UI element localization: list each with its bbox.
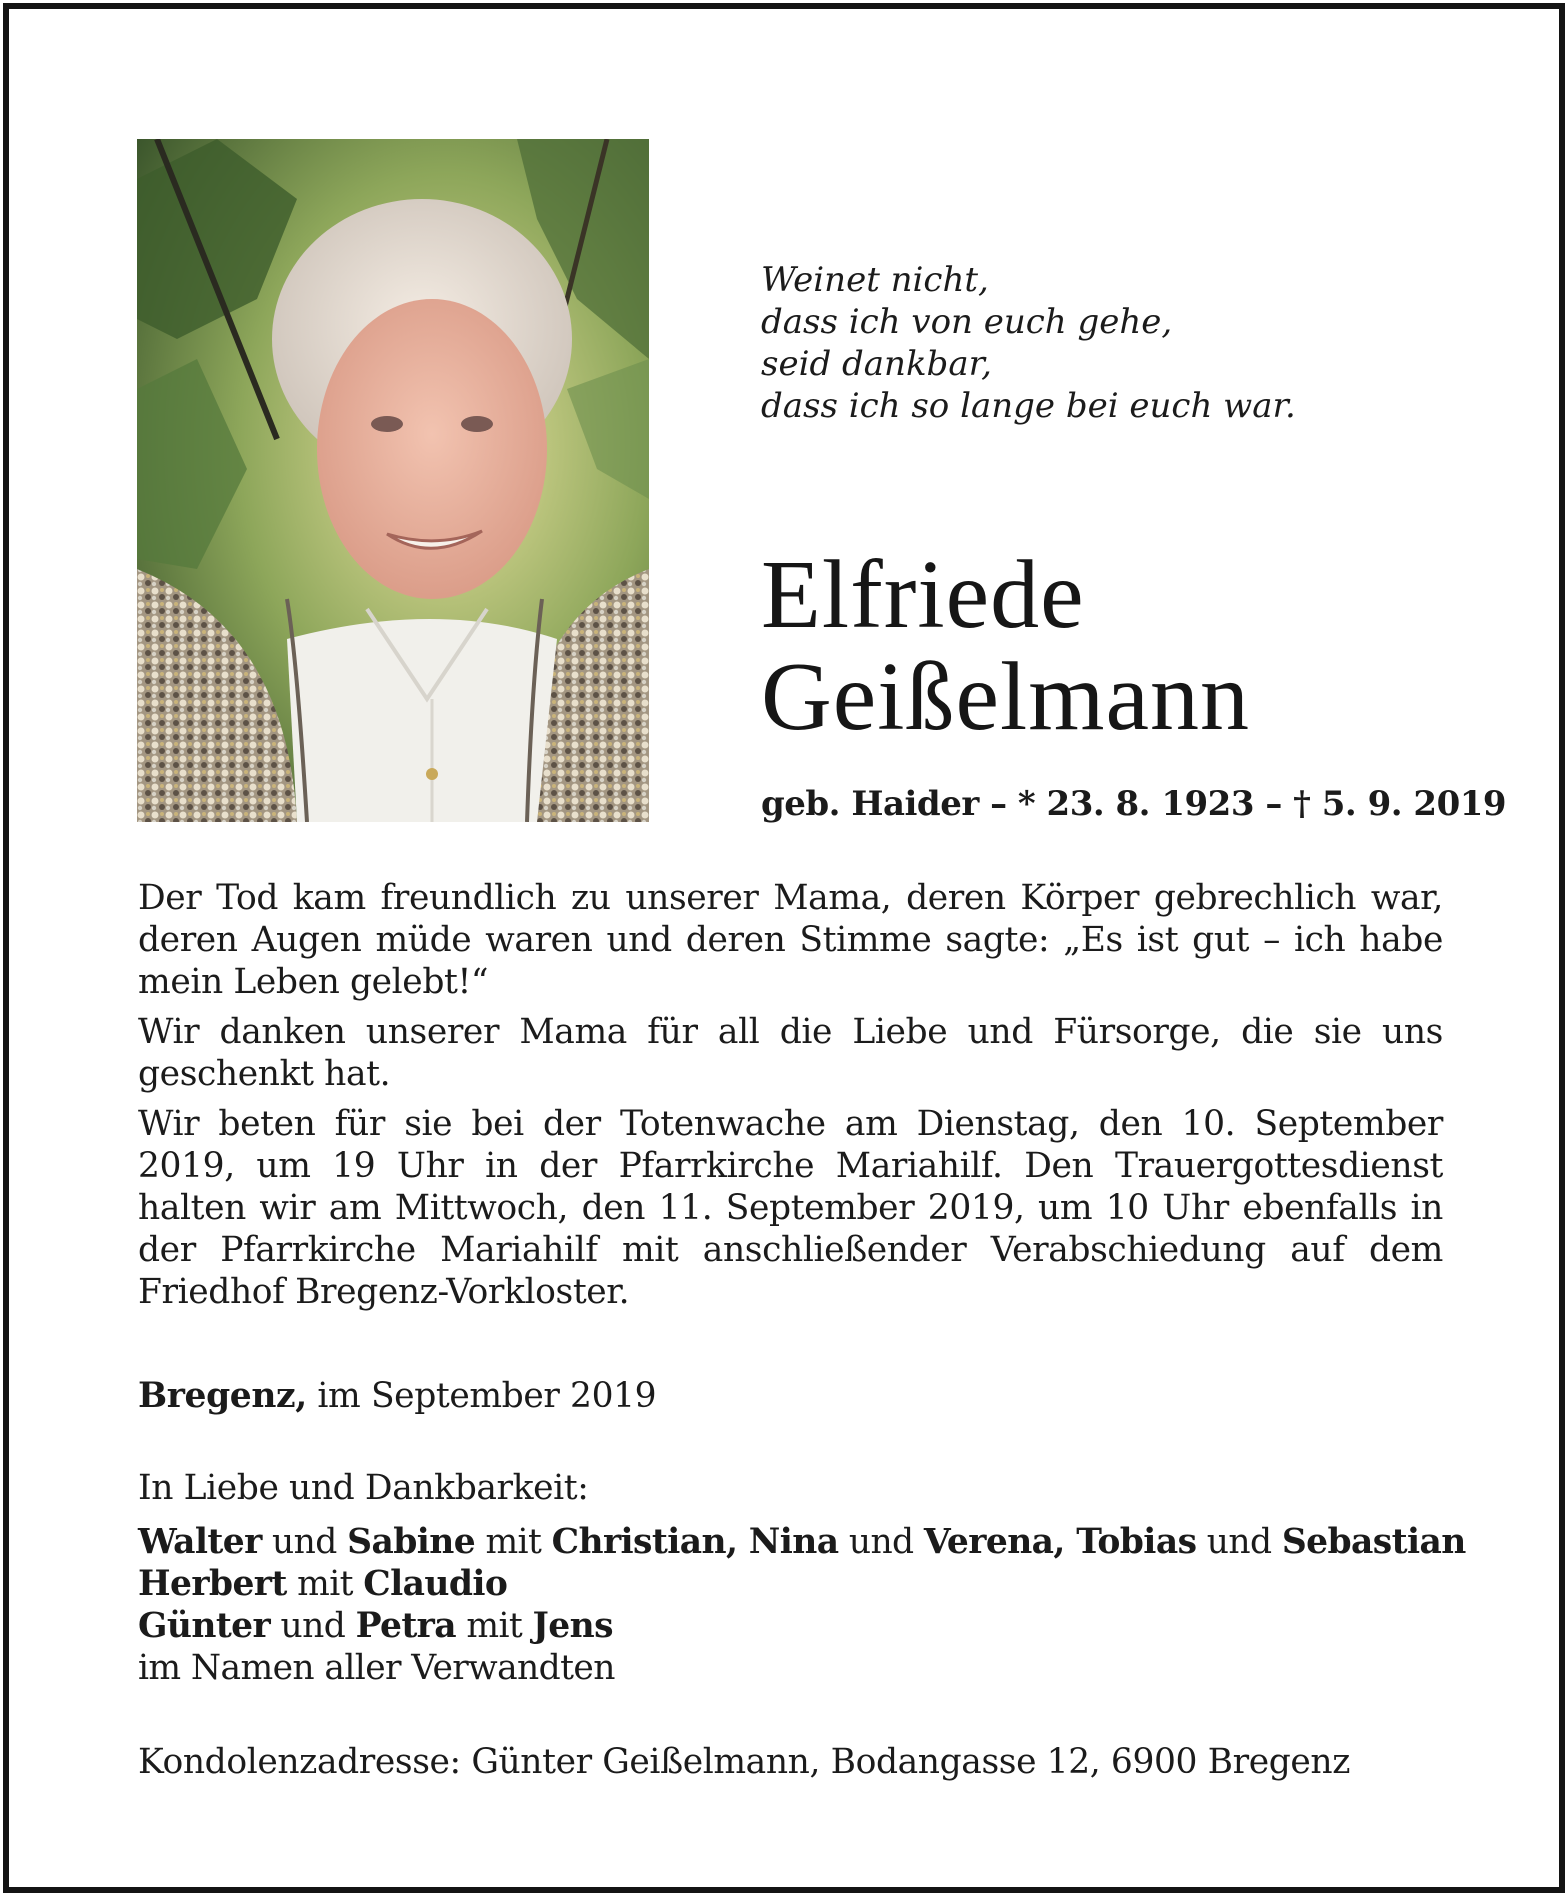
family-member-name: Petra <box>355 1606 456 1646</box>
poem-line: dass ich von euch gehe, <box>761 302 1173 342</box>
family-connector: mit <box>286 1564 364 1604</box>
life-dates: geb. Haider – * 23. 8. 1923 – † 5. 9. 2019 <box>761 784 1507 824</box>
portrait-photo <box>137 139 649 822</box>
family-line <box>138 1563 1466 1605</box>
family-member-name: Herbert <box>138 1564 287 1604</box>
poem <box>761 259 1296 427</box>
portrait-image <box>137 139 649 822</box>
family-member-name: Günter <box>138 1606 271 1646</box>
family-connector: mit <box>475 1522 552 1562</box>
place-date <box>138 1375 656 1417</box>
place-city: Bregenz, <box>138 1376 307 1416</box>
poem-line: seid dankbar, <box>761 344 992 384</box>
condolence-address: Kondolenzadresse: Günter Geißelmann, Bodangasse 12, 6900 Bregenz <box>138 1742 1351 1782</box>
obituary-frame <box>3 3 1565 1893</box>
family-member-name: Christian, Nina <box>551 1522 839 1562</box>
family-member-name: Verena, Tobias <box>923 1522 1197 1562</box>
family-member-name: Sabine <box>347 1522 476 1562</box>
family-list <box>138 1521 1466 1689</box>
family-connector: mit <box>456 1606 533 1646</box>
family-connector: und <box>261 1522 348 1562</box>
poem-line: Weinet nicht, <box>761 260 989 300</box>
place-rest: im September 2019 <box>306 1376 657 1416</box>
family-connector: und <box>1196 1522 1282 1562</box>
paragraph: Der Tod kam freundlich zu unserer Mama, deren Körper gebrechlich war, deren Augen müde waren und deren Stimme sagte: „Es ist gut – ich habe mein Leben gelebt!“ <box>138 878 1443 1002</box>
family-member-name: Walter <box>138 1522 262 1562</box>
family-member-name: Sebastian <box>1281 1522 1466 1562</box>
family-line-relatives: im Namen aller Verwandten <box>138 1648 615 1688</box>
paragraph: Wir danken unserer Mama für all die Liebe und Fürsorge, die sie uns geschenkt hat. <box>138 1012 1443 1094</box>
family-line <box>138 1605 1466 1647</box>
obituary-text <box>138 877 1443 1321</box>
love-line: In Liebe und Dankbarkeit: <box>138 1468 589 1508</box>
first-name: Elfriede <box>761 541 1085 649</box>
last-name: Geißelmann <box>761 643 1250 751</box>
paragraph: Wir beten für sie bei der Totenwache am Dienstag, den 10. September 2019, um 19 Uhr in der Pfarrkirche Mariahilf. Den Trauergottesdienst halten wir am Mittwoch, den 11. September 2019, um 10 Uhr ebenfalls in der Pfarrkirche Mariahilf mit anschließender Verabschiedung auf dem Friedhof Bregenz-Vorkloster. <box>138 1104 1443 1312</box>
deceased-name <box>761 541 1250 751</box>
family-line <box>138 1521 1466 1563</box>
family-connector: und <box>838 1522 924 1562</box>
poem-line: dass ich so lange bei euch war. <box>761 386 1296 426</box>
family-member-name: Claudio <box>363 1564 508 1604</box>
family-member-name: Jens <box>532 1606 613 1646</box>
family-connector: und <box>270 1606 356 1646</box>
